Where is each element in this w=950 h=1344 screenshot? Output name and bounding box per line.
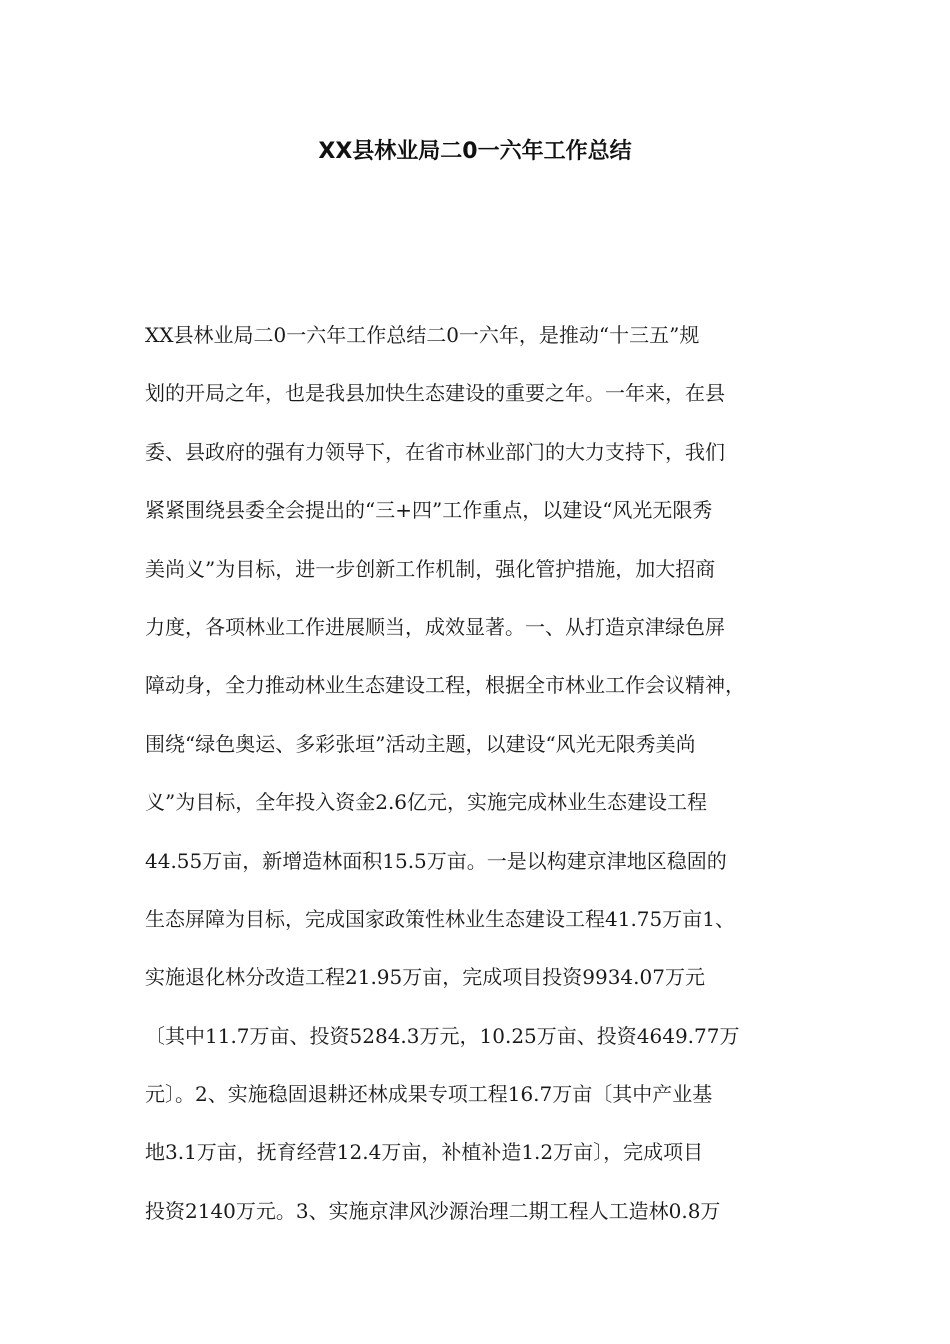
body-line: 划的开局之年，也是我县加快生态建设的重要之年。一年来，在县 — [145, 381, 725, 406]
document-title: XX县林业局二0一六年工作总结 — [318, 139, 632, 164]
body-line: 44.55万亩，新增造林面积15.5万亩。一是以构建京津地区稳固的 — [145, 848, 727, 873]
body-line: 委、县政府的强有力领导下，在省市林业部门的大力支持下，我们 — [145, 439, 725, 464]
body-line: 美尚义”为目标，进一步创新工作机制，强化管护措施，加大招商 — [145, 556, 716, 581]
body-line: 实施退化林分改造工程21.95万亩，完成项目投资9934.07万元 — [145, 965, 705, 990]
body-line: 投资2140万元。3、实施京津风沙源治理二期工程人工造林0.8万 — [145, 1198, 721, 1223]
body-line: 力度，各项林业工作进展顺当，成效显著。一、从打造京津绿色屏 — [145, 614, 725, 639]
body-line: XX县林业局二0一六年工作总结二0一六年，是推动“十三五”规 — [145, 323, 700, 347]
body-line: 〔其中11.7万亩、投资5284.3万元，10.25万亩、投资4649.77万 — [145, 1023, 740, 1048]
body-line: 围绕“绿色奥运、多彩张垣”活动主题，以建设“风光无限秀美尚 — [145, 731, 696, 756]
body-line: 紧紧围绕县委全会提出的“三+四”工作重点，以建设“风光无限秀 — [145, 498, 713, 523]
body-line: 义”为目标，全年投入资金2.6亿元，实施完成林业生态建设工程 — [145, 790, 708, 815]
body-line: 地3.1万亩，抚育经营12.4万亩，补植补造1.2万亩〕，完成项目 — [145, 1140, 704, 1165]
document-body — [145, 316, 817, 1250]
body-line: 生态屏障为目标，完成国家政策性林业生态建设工程41.75万亩1、 — [145, 906, 735, 931]
body-line: 障动身，全力推动林业生态建设工程，根据全市林业工作会议精神， — [145, 673, 745, 698]
body-line: 元〕。2、实施稳固退耕还林成果专项工程16.7万亩〔其中产业基 — [145, 1082, 713, 1107]
